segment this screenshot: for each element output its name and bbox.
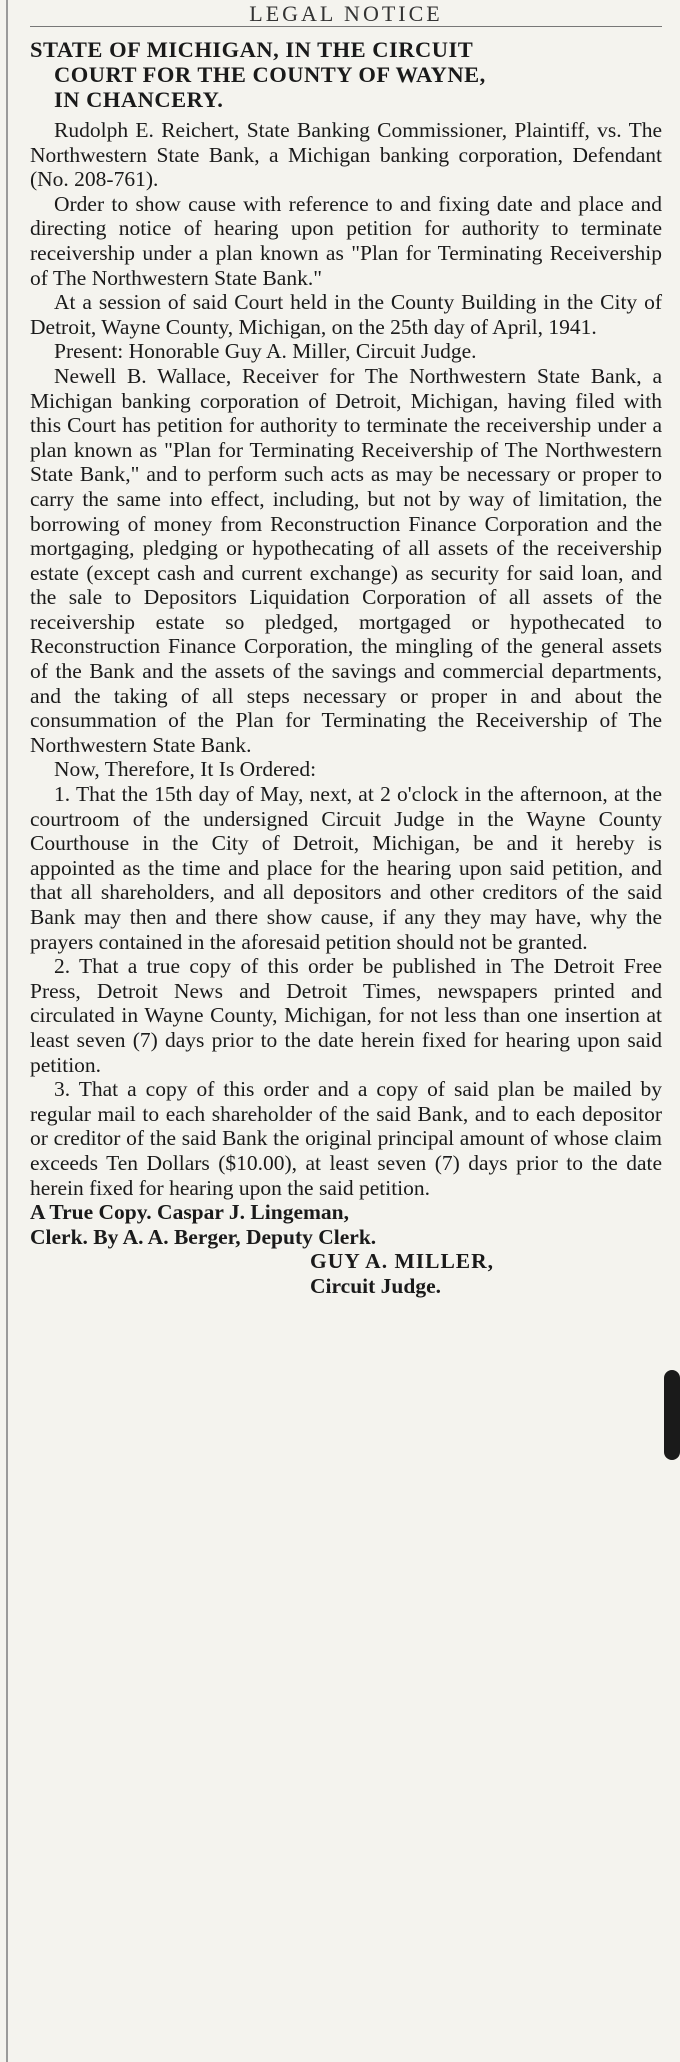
clerk-line: Clerk. By A. A. Berger, Deputy Clerk. <box>30 1224 377 1249</box>
column-rule <box>6 0 8 2062</box>
petition-paragraph: Newell B. Wallace, Receiver for The Northwestern State Bank, a Michigan banking corporation of Detroit, Michigan, having filed with this Court has petition for authority to terminate the receivership under a plan known as "Plan for Terminating Receivership of The Northwestern State Bank," and to perform such acts as may be necessary or proper to carry the same into effect, including, but not by way of limitation, the borrowing of money from Reconstruction Finance Corporation and the mortgaging, pledging or hypothecating of all assets of the receivership estate (except cash and current exchange) as security for said loan, and the sale to Depositors Liquidation Corporation of all assets of the receivership estate so pledged, mortgaged or hypothecated to Reconstruction Finance Corporation, the mingling of the general assets of the Bank and the assets of the savings and commercial departments, and the taking of all steps necessary or proper in and about the consummation of the Plan for Terminating the Receivership of The Northwestern State Bank. <box>30 363 662 757</box>
signature-line-1 <box>30 1200 662 1225</box>
present-paragraph: Present: Honorable Guy A. Miller, Circuit Judge. <box>54 339 477 364</box>
true-copy-line: A True Copy. Caspar J. Lingeman, <box>30 1200 349 1225</box>
ordered-paragraph: Now, Therefore, It Is Ordered: <box>54 757 317 782</box>
signature-line-2 <box>30 1225 662 1250</box>
section-heading: LEGAL NOTICE <box>30 0 662 27</box>
case-caption <box>30 37 662 112</box>
caption-line: COURT FOR THE COUNTY OF WAYNE, <box>54 62 486 87</box>
session-paragraph: At a session of said Court held in the County Building in the City of Detroit, Wayne County, Michigan, on the 25th day of April, 1941. <box>30 290 662 339</box>
order-item-1: 1. That the 15th day of May, next, at 2 o'clock in the afternoon, at the courtroom of the undersigned Circuit Judge in the Wayne County Courthouse in the City of Detroit, Michigan, be and it hereby is appointed as the time and place for the hearing upon said petition, and that all shareholders, and all depositors and other creditors of the said Bank may then and there show cause, if any they may have, why the prayers contained in the aforesaid petition should not be granted. <box>30 782 662 954</box>
judge-name: GUY A. MILLER, <box>310 1249 495 1274</box>
judge-title: Circuit Judge. <box>310 1273 441 1298</box>
order-item-3: 3. That a copy of this order and a copy of said plan be mailed by regular mail to each shareholder of the said Bank, and to each depositor or creditor of the said Bank the original principal amount of whose claim exceeds Ten Dollars ($10.00), at least seven (7) days prior to the date herein fixed for hearing upon the said petition. <box>30 1077 662 1200</box>
order-title-paragraph: Order to show cause with reference to and fixing date and place and directing notice of hearing upon petition for authority to terminate receivership under a plan known as "Plan for Terminating Receivership of The Northwestern State Bank." <box>30 191 662 290</box>
signature-block <box>30 1200 662 1298</box>
parties-paragraph: Rudolph E. Reichert, State Banking Commissioner, Plaintiff, vs. The Northwestern State Bank, a Michigan banking corporation, Defendant (No. 208-761). <box>30 118 662 192</box>
caption-line: STATE OF MICHIGAN, IN THE CIRCUIT <box>30 37 474 62</box>
ink-smudge <box>664 1370 680 1460</box>
order-item-2: 2. That a true copy of this order be published in The Detroit Free Press, Detroit News and Detroit Times, newspapers printed and circulated in Wayne County, Michigan, for not less than one insertion at least seven (7) days prior to the date herein fixed for hearing upon said petition. <box>30 954 662 1077</box>
caption-line: IN CHANCERY. <box>54 87 224 112</box>
